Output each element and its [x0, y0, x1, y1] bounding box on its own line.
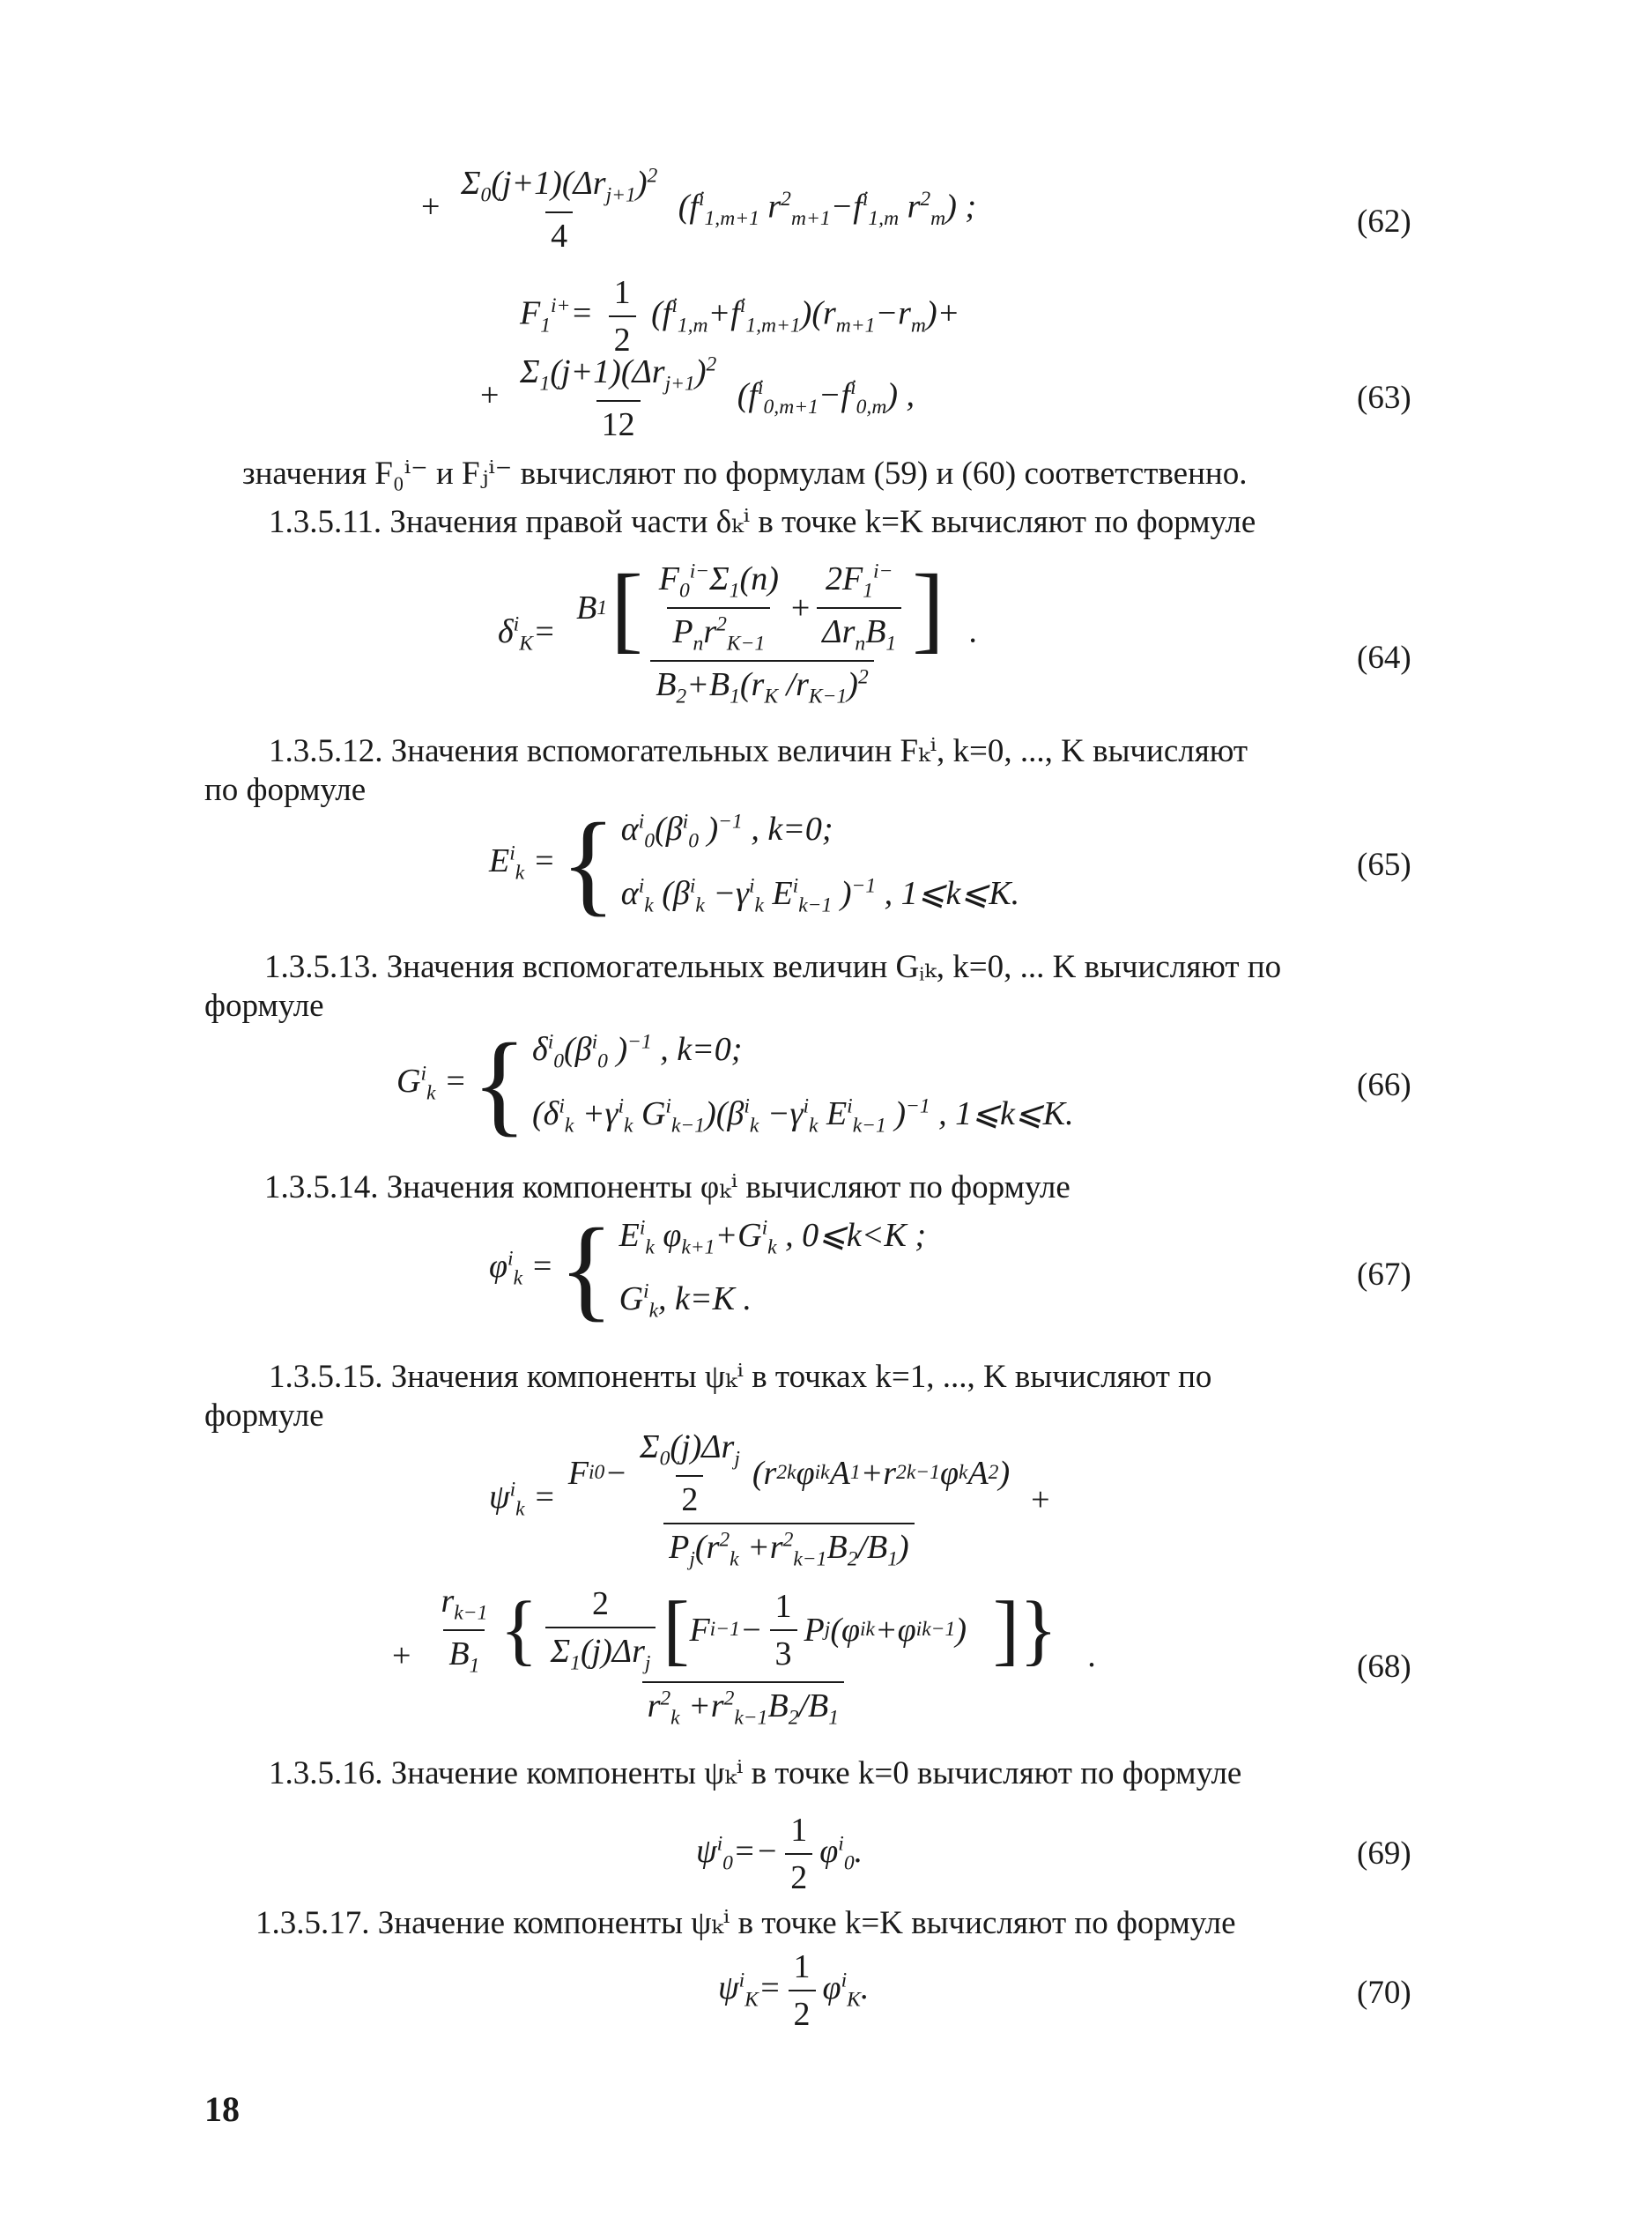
equation-68-line2: + $\frac{r_{k-1}}{B_1}$ { $\frac{2}{\Sigma_1(j)\Delta r_j}$ [ F i− 1 − $\frac{1}{3}$ P j (φ i k +φ i k−1 ) ] } $r^2_k +r^2_{k-1}B_2/B_1$ .: [392, 1583, 1096, 1730]
equation-64: $\delta^i_K=$ B 1 [ $\frac{F_0^{i-}\Sigma_1(n)}{P_nr^2_{K-1}}$ + $\frac{2F_1^{i-}}{\Delta r_nB_1}$ ] $B_2+B_1(r_K$ $/r_{K-1})^2$ .: [498, 554, 977, 708]
equation-number-70: (70): [1357, 1975, 1411, 2011]
equation-number-64: (64): [1357, 640, 1411, 676]
equation-number-69: (69): [1357, 1835, 1411, 1872]
equation-63-line2: + $\frac{\Sigma_1(j+1)(\Delta r_{j+1})^2}{12}$ $(f^i_{0,m+1}-f^i_{0,m})$ ,: [480, 352, 915, 443]
paragraph-after-63: значения F₀ⁱ⁻ и Fⱼⁱ⁻ вычисляют по формулам (59) и (60) соответственно.: [242, 456, 1248, 492]
paragraph-1-3-5-13-line1: 1.3.5.13. Значения вспомогательных величин Gᵢₖ, k=0, ... K вычисляют по: [264, 949, 1282, 985]
paragraph-1-3-5-12-line1: 1.3.5.12. Значения вспомогательных величин Fₖⁱ, k=0, ..., K вычисляют: [269, 733, 1248, 769]
equation-number-67: (67): [1357, 1257, 1411, 1293]
paragraph-1-3-5-16: 1.3.5.16. Значение компоненты ψₖⁱ в точке k=0 вычисляют по формуле: [269, 1755, 1242, 1791]
equation-69: $\psi^i_0=-$ $\frac{1}{2}$ $\varphi^i_0$.: [696, 1812, 863, 1896]
paragraph-1-3-5-12-line2: по формуле: [204, 772, 367, 808]
equation-70: $\psi^i_K=$ $\frac{1}{2}$ $\varphi^i_K$.: [718, 1948, 870, 2033]
equation-67: $\varphi^i_k$ = { $E^i_k$ $\varphi_{k+1}+G^i_k$ , 0⩽k<K ; $G^i_k$, k=K .: [489, 1205, 926, 1332]
equation-63-line1: $F_1^{i+}=$ $\frac{1}{2}$ $(f^i_{1,m}+f^i_{1,m+1})(r_{m+1}-r_m)+$: [520, 274, 960, 359]
paragraph-1-3-5-11: 1.3.5.11. Значения правой части δₖⁱ в точке k=K вычисляют по формуле: [269, 504, 1256, 540]
equation-number-65: (65): [1357, 847, 1411, 883]
equation-number-62: (62): [1357, 204, 1411, 240]
equation-68-line1: $\psi^i_k$ = F i 0 − $\frac{\Sigma_0(j)\Delta r_j}{2}$ ( r 2 k φ i k A 1 + r 2 k−1 φ k A 2 ) $P_j(r^2_k +r^2_{k-1}B_2/B_1)$ +: [489, 1428, 1050, 1571]
equation-number-68: (68): [1357, 1649, 1411, 1685]
equation-66: $G^i_k$ = { $\delta^i_0(\beta^i_0$ )$^{-1}$ , k=0; ($\delta^i_k +\gamma^i_k$ $G^i_{k-1})(\beta^i_k -\gamma^i_k$ $E^i_{k-1}$ )$^{-1}$ , 1⩽k⩽K.: [396, 1020, 1074, 1147]
page-number: 18: [204, 2089, 240, 2129]
equation-number-66: (66): [1357, 1067, 1411, 1103]
paragraph-1-3-5-17: 1.3.5.17. Значение компоненты ψₖⁱ в точке k=K вычисляют по формуле: [256, 1905, 1236, 1941]
equation-number-63: (63): [1357, 380, 1411, 416]
paragraph-1-3-5-15-line1: 1.3.5.15. Значения компоненты ψₖⁱ в точках k=1, ..., K вычисляют по: [269, 1359, 1212, 1395]
paragraph-1-3-5-14: 1.3.5.14. Значения компоненты φₖⁱ вычисляют по формуле: [264, 1169, 1070, 1205]
paragraph-1-3-5-15-line2: формуле: [204, 1398, 324, 1434]
paragraph-1-3-5-13-line2: формуле: [204, 988, 324, 1024]
equation-65: $E^i_k$ = { $\alpha^i_0(\beta^i_0$ )$^{-1}$ , k=0; $\alpha^i_k$ ($\beta^i_k -\gamma^i_k$ $E^i_{k-1}$ )$^{-1}$ , 1⩽k⩽K.: [489, 800, 1020, 927]
equation-62: + $\frac{\Sigma_0(j+1)(\Delta r_{j+1})^2}{4}$ ($f^i_{1,m+1}$ $r^2_{m+1}-f^i_{1,m}$ $r^2_m$) ;: [421, 164, 976, 255]
